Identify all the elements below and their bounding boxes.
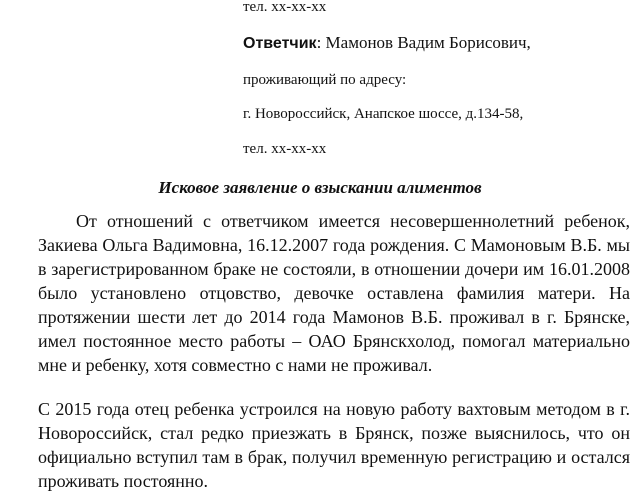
paragraph-1-line: протяжении шести лет до 2014 года Мамонов В.Б. проживал в г. Брянске, — [38, 307, 630, 327]
document-title: Исковое заявление о взыскании алиментов — [158, 178, 482, 197]
paragraph-1-line: имел постоянное место работы – ОАО Брянскхолод, помогал материально — [38, 331, 630, 351]
paragraph-2 — [38, 397, 630, 493]
paragraph-2-line: С 2015 года отец ребенка устроился на новую работу вахтовым методом в г. — [38, 399, 630, 419]
paragraph-1-line: От отношений с ответчиком имеется несовершеннолетний ребенок, — [76, 211, 630, 231]
paragraph-1-line: мне и ребенку, хотя совместно с нами не проживал. — [38, 355, 433, 375]
paragraph-1-line: в зарегистрированном браке не состояли, в отношении дочери им 16.01.2008 — [38, 259, 630, 279]
paragraph-1-line: было установлено отцовство, девочке оставлена фамилия матери. На — [38, 283, 630, 303]
paragraph-2-line: официально вступил там в брак, получил временную регистрацию и остался — [38, 447, 630, 467]
paragraph-2-line: проживать постоянно. — [38, 471, 209, 491]
phone-top: тел. хх-хх-хх — [243, 0, 327, 15]
residence-label: проживающий по адресу: — [243, 72, 407, 88]
defendant-name: : Мамонов Вадим Борисович, — [316, 33, 531, 52]
paragraph-1 — [38, 209, 630, 377]
phone-bottom: тел. хх-хх-хх — [243, 141, 327, 157]
address-line: г. Новороссийск, Анапское шоссе, д.134-58, — [243, 106, 524, 122]
defendant-label: Ответчик — [243, 35, 317, 52]
paragraph-2-line: Новороссийск, стал редко приезжать в Брянск, позже выяснилось, что он — [38, 423, 630, 443]
defendant-line — [243, 34, 531, 53]
paragraph-1-line: Закиева Ольга Вадимовна, 16.12.2007 года рождения. С Мамоновым В.Б. мы — [38, 235, 630, 255]
